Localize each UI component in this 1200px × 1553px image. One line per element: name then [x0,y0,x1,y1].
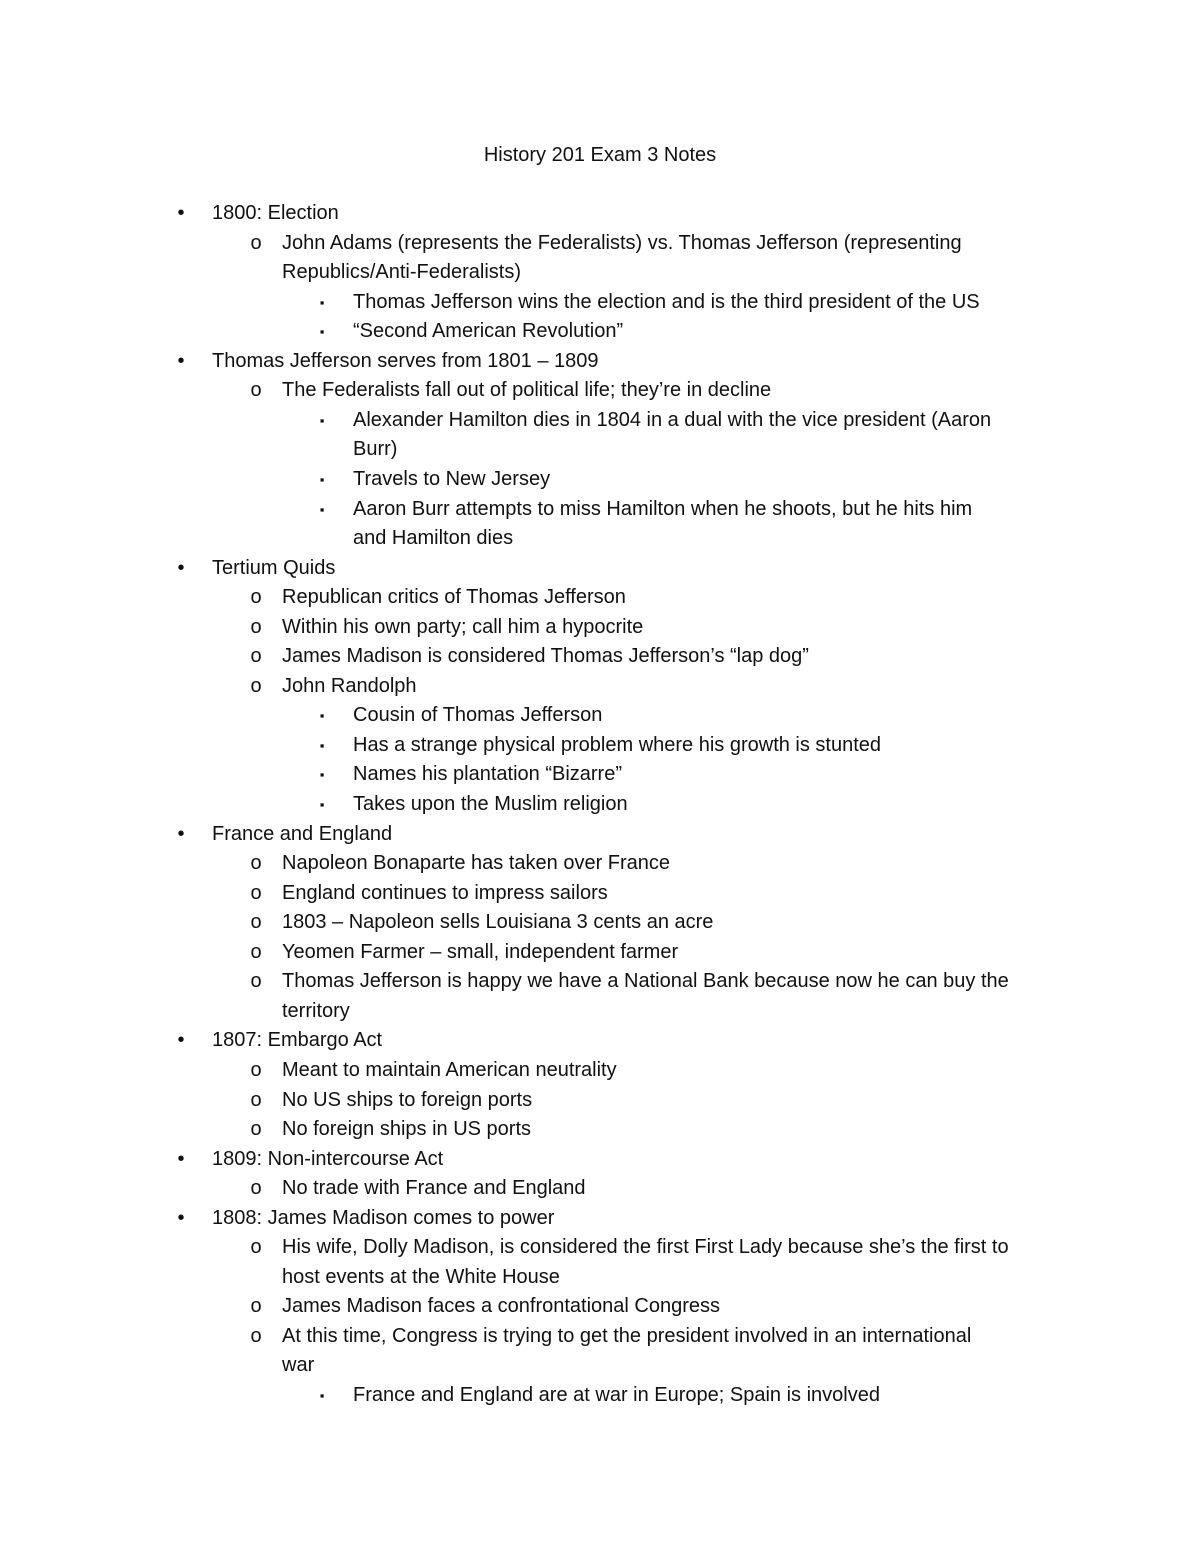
note-text: Cousin of Thomas Jefferson [353,704,603,727]
note-text: 1800: Election [212,202,339,224]
bullet-icon: o [250,1324,262,1347]
note-text: “Second American Revolution” [353,320,624,343]
note-line-level-2 [0,1056,1200,1086]
bullet-icon: o [250,911,262,934]
note-text: Yeomen Farmer – small, independent farmer [282,940,679,963]
note-text: 1808: James Madison comes to power [212,1206,555,1229]
note-text: 1807: Embargo Act [212,1029,383,1052]
bullet-icon: • [177,1029,185,1052]
note-line-level-2 [0,1322,1200,1352]
note-line-level-3 [0,317,1200,347]
bullet-icon: o [250,645,262,668]
note-line-level-3 [0,760,1200,790]
bullet-icon: ▪ [319,767,325,783]
note-text: war [282,1354,315,1377]
note-text: 1803 – Napoleon sells Louisiana 3 cents an acre [282,911,714,934]
note-line-level-3 [0,524,1200,554]
note-text: and Hamilton dies [353,527,514,550]
note-line-level-2 [0,849,1200,879]
note-text: No US ships to foreign ports [282,1088,533,1111]
note-line-level-2 [0,879,1200,909]
bullet-icon: o [250,940,262,963]
note-line-level-2 [0,1233,1200,1263]
note-line-level-1 [0,1026,1200,1056]
note-line-level-1 [0,1204,1200,1234]
note-line-level-1 [0,820,1200,850]
bullet-icon: • [177,1147,185,1170]
note-text: territory [282,999,350,1022]
note-text: Within his own party; call him a hypocrite [282,615,644,638]
note-line-level-1 [0,347,1200,377]
bullet-icon: ▪ [319,324,325,340]
note-line-level-2 [0,1115,1200,1145]
note-text: John Randolph [282,674,417,697]
note-line-level-3 [0,465,1200,495]
bullet-icon: ▪ [319,797,325,812]
bullet-icon: o [250,674,262,697]
bullet-icon: ▪ [319,471,325,487]
bullet-icon: o [250,852,262,875]
note-line-level-3 [0,495,1200,525]
note-text: Thomas Jefferson wins the election and is the third president of the US [353,290,980,313]
bullet-icon: o [250,1088,262,1111]
note-line-level-2 [0,938,1200,968]
bullet-icon: o [250,1236,262,1259]
note-text: Alexander Hamilton dies in 1804 in a dual with the vice president (Aaron [353,408,992,431]
bullet-icon: • [177,202,185,224]
bullet-icon: o [250,881,262,904]
note-line-level-2 [0,229,1200,259]
note-text: Tertium Quids [212,556,336,579]
note-line-level-2 [0,908,1200,938]
bullet-icon: o [250,1118,262,1141]
note-text: No trade with France and England [282,1177,586,1200]
note-line-level-2 [0,1086,1200,1116]
note-text: Takes upon the Muslim religion [353,793,628,815]
note-text: Meant to maintain American neutrality [282,1058,617,1081]
note-text: The Federalists fall out of political life; they’re in decline [282,379,772,402]
bullet-icon: • [177,1206,185,1229]
note-line-level-3 [0,1381,1200,1411]
note-text: At this time, Congress is trying to get the president involved in an international [282,1324,972,1347]
bullet-icon: ▪ [319,737,325,753]
note-line-level-2 [0,672,1200,702]
bullet-icon: • [177,349,185,372]
bullet-icon: o [250,231,262,254]
bullet-icon: o [250,1058,262,1081]
note-line-level-1 [0,554,1200,584]
note-text: Thomas Jefferson is happy we have a National Bank because now he can buy the [282,970,1009,993]
bullet-icon: o [250,379,262,402]
bullet-icon: ▪ [319,412,325,428]
bullet-icon: • [177,822,185,845]
note-text: No foreign ships in US ports [282,1118,532,1141]
note-line-level-3 [0,288,1200,318]
note-line-level-2 [0,613,1200,643]
bullet-icon: • [177,556,185,579]
note-line-level-3 [0,731,1200,761]
note-line-level-1 [0,1145,1200,1175]
note-text: England continues to impress sailors [282,881,608,904]
note-text: Names his plantation “Bizarre” [353,763,622,786]
note-text: Has a strange physical problem where his growth is stunted [353,733,882,756]
note-text: host events at the White House [282,1265,560,1288]
note-text: His wife, Dolly Madison, is considered the first First Lady because she’s the first to [282,1236,1009,1259]
note-line-level-1 [0,199,1200,229]
note-line-level-2 [0,258,1200,288]
note-text: Republics/Anti-Federalists) [282,261,521,284]
note-text: France and England [212,822,393,845]
note-text: Travels to New Jersey [353,467,551,490]
note-text: Republican critics of Thomas Jefferson [282,586,626,609]
note-text: Thomas Jefferson serves from 1801 – 1809 [212,349,599,372]
note-line-level-3 [0,701,1200,731]
bullet-icon: o [250,1295,262,1318]
note-text: France and England are at war in Europe; Spain is involved [353,1384,880,1406]
note-line-level-3 [0,790,1200,820]
note-line-level-2 [0,376,1200,406]
note-line-level-2 [0,1292,1200,1322]
bullet-icon: o [250,970,262,993]
bullet-icon: ▪ [319,294,325,310]
bullet-icon: o [250,1177,262,1200]
note-line-level-2 [0,642,1200,672]
note-line-level-2 [0,967,1200,997]
bullet-icon: o [250,615,262,638]
note-text: Napoleon Bonaparte has taken over France [282,852,671,875]
note-line-level-3 [0,435,1200,465]
note-text: John Adams (represents the Federalists) vs. Thomas Jefferson (representing [282,231,962,254]
bullet-icon: o [250,586,262,609]
note-text: Aaron Burr attempts to miss Hamilton when he shoots, but he hits him [353,497,973,520]
note-line-level-2 [0,997,1200,1027]
note-line-level-2 [0,1263,1200,1293]
bullet-icon: ▪ [319,708,325,724]
note-line-level-2 [0,1351,1200,1381]
note-text: James Madison is considered Thomas Jefferson’s “lap dog” [282,645,809,668]
note-line-level-2 [0,1174,1200,1204]
note-line-level-2 [0,583,1200,613]
page-title: History 201 Exam 3 Notes [483,144,717,166]
bullet-icon: ▪ [319,1388,325,1403]
note-text: Burr) [353,438,398,461]
note-line-level-3 [0,406,1200,436]
bullet-icon: ▪ [319,501,325,517]
note-text: 1809: Non-intercourse Act [212,1147,444,1170]
note-text: James Madison faces a confrontational Congress [282,1295,721,1318]
